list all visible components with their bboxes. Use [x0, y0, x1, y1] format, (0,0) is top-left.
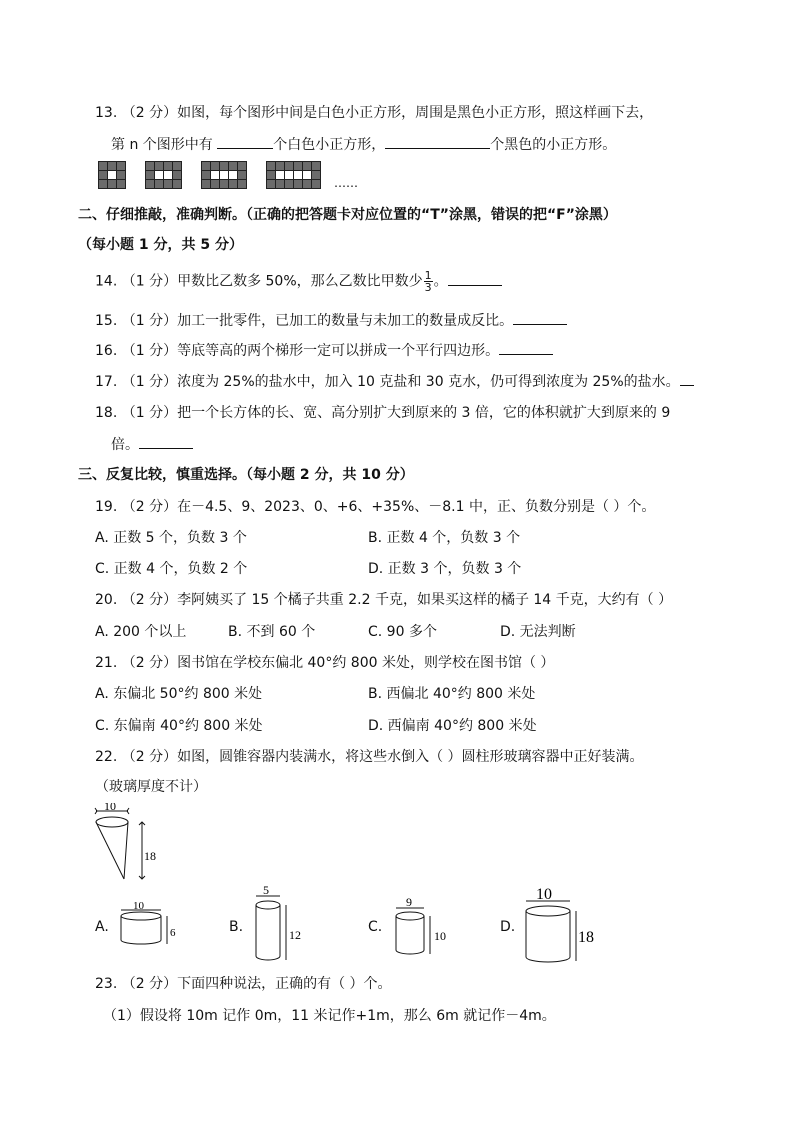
q21-option-a[interactable]: A. 东偏北 50°约 800 米处 [95, 686, 263, 702]
black-square [108, 162, 116, 170]
q20-option-b[interactable]: B. 不到 60 个 [228, 624, 316, 640]
white-square [303, 171, 311, 179]
q18-line1: 18. （1 分）把一个长方体的长、宽、高分别扩大到原来的 3 倍，它的体积就扩大到原来的 9 [95, 405, 671, 421]
cone-diameter-label: 10 [104, 803, 116, 813]
pattern-ellipsis: …… [334, 176, 358, 190]
q19-option-b[interactable]: B. 正数 4 个，负数 3 个 [368, 530, 521, 546]
square-pattern-figures [98, 161, 358, 189]
black-square [211, 162, 219, 170]
q13-text-c: 个黑色的小正方形。 [490, 137, 617, 153]
cone-side-left [96, 822, 124, 879]
black-square [99, 171, 107, 179]
black-square [173, 180, 181, 188]
cone-top-ellipse [96, 817, 128, 827]
cylinder-diameter-label: 9 [406, 896, 412, 909]
cylinder-top-ellipse [121, 912, 161, 920]
cone-height-label: 18 [144, 849, 156, 863]
cylinder-diameter-label: 10 [536, 886, 552, 903]
black-square [220, 180, 228, 188]
answer-blank[interactable] [499, 340, 553, 355]
q13-line1: 13. （2 分）如图，每个图形中间是白色小正方形，周围是黑色小正方形，照这样画下去， [95, 105, 654, 121]
answer-blank[interactable] [448, 271, 502, 286]
q20-option-c[interactable]: C. 90 多个 [368, 624, 437, 640]
white-square [220, 171, 228, 179]
black-square [146, 180, 154, 188]
black-square [267, 162, 275, 170]
white-square [155, 171, 163, 179]
black-square [238, 162, 246, 170]
q23-item-1: （1）假设将 10m 记作 0m，11 米记作+1m，那么 6m 就记作－4m。 [103, 1008, 556, 1024]
black-square [294, 162, 302, 170]
cylinder-option-c[interactable] [390, 896, 454, 962]
q16 [95, 340, 553, 361]
q14 [95, 270, 502, 293]
black-square [146, 162, 154, 170]
q13-line2 [111, 134, 616, 155]
q20-option-d[interactable]: D. 无法判断 [500, 624, 576, 640]
cylinder-diameter-label: 10 [133, 900, 144, 912]
black-square [146, 171, 154, 179]
cylinder-bottom [526, 957, 570, 962]
q14-text: 14. （1 分）甲数比乙数多 50%，那么乙数比甲数少 [95, 273, 423, 290]
cylinder-bottom [121, 940, 161, 944]
section2-subheading: （每小题 1 分，共 5 分） [78, 237, 243, 253]
black-square [202, 171, 210, 179]
answer-blank[interactable] [680, 371, 694, 386]
white-square [108, 171, 116, 179]
white-square [285, 171, 293, 179]
q17-text: 17. （1 分）浓度为 25%的盐水中，加入 10 克盐和 30 克水，仍可得到浓度为 25%的盐水。 [95, 374, 680, 390]
black-square [267, 171, 275, 179]
fraction-one-third [424, 270, 433, 293]
black-square [99, 162, 107, 170]
black-square [155, 180, 163, 188]
white-square [229, 171, 237, 179]
q20-option-a[interactable]: A. 200 个以上 [95, 624, 187, 640]
section2-heading: 二、仔细推敲，准确判断。（正确的把答题卡对应位置的“T”涂黑，错误的把“F”涂黑） [78, 207, 617, 223]
black-square [294, 180, 302, 188]
cylinder-height-label: 6 [170, 927, 176, 939]
answer-blank[interactable] [217, 134, 273, 149]
cylinder-height-label: 10 [434, 929, 446, 943]
q21-option-b[interactable]: B. 西偏北 40°约 800 米处 [368, 686, 536, 702]
cylinder-height-label: 18 [578, 929, 594, 946]
q22-option-b-label[interactable]: B. [229, 919, 244, 935]
black-square [117, 180, 125, 188]
q19-option-d[interactable]: D. 正数 3 个，负数 3 个 [368, 561, 522, 577]
black-square [202, 180, 210, 188]
black-square [285, 180, 293, 188]
q21-option-d[interactable]: D. 西偏南 40°约 800 米处 [368, 718, 537, 734]
black-square [312, 180, 320, 188]
fraction-numerator: 1 [424, 269, 432, 282]
black-square [117, 171, 125, 179]
cylinder-top-ellipse [256, 901, 280, 909]
pattern-figure-4 [266, 161, 321, 189]
black-square [229, 180, 237, 188]
black-square [276, 180, 284, 188]
black-square [108, 180, 116, 188]
q14-end: 。 [433, 273, 448, 290]
black-square [164, 180, 172, 188]
cone-figure [92, 803, 164, 885]
white-square [276, 171, 284, 179]
q15-text: 15. （1 分）加工一批零件，已加工的数量与未加工的数量成反比。 [95, 313, 514, 329]
q18-line2 [111, 434, 193, 455]
cylinder-bottom [396, 950, 424, 954]
cylinder-diameter-label: 5 [263, 884, 269, 897]
black-square [267, 180, 275, 188]
black-square [202, 162, 210, 170]
white-square [164, 171, 172, 179]
q22-option-a-label[interactable]: A. [95, 919, 109, 935]
q13-text-a: 第 n 个图形中有 [111, 137, 218, 153]
q15 [95, 310, 567, 331]
black-square [211, 180, 219, 188]
cylinder-top-ellipse [526, 906, 570, 916]
q22-note: （玻璃厚度不计） [95, 779, 207, 795]
black-square [173, 162, 181, 170]
section3-heading: 三、反复比较，慎重选择。（每小题 2 分，共 10 分） [78, 467, 414, 483]
fraction-denominator: 3 [424, 281, 432, 294]
q20-stem: 20. （2 分）李阿姨买了 15 个橘子共重 2.2 千克，如果买这样的橘子 14 千克，大约有（ ） [95, 592, 673, 608]
cylinder-height-label: 12 [289, 928, 301, 942]
answer-blank[interactable] [513, 310, 567, 325]
q22-stem: 22. （2 分）如图，圆锥容器内装满水，将这些水倒入（ ）圆柱形玻璃容器中正好装满。 [95, 749, 644, 765]
q18-text: 倍。 [111, 437, 139, 453]
q19-option-c[interactable]: C. 正数 4 个，负数 2 个 [95, 561, 248, 577]
black-square [285, 162, 293, 170]
black-square [303, 180, 311, 188]
pattern-figure-2 [145, 161, 182, 189]
black-square [164, 162, 172, 170]
white-square [294, 171, 302, 179]
white-square [211, 171, 219, 179]
cylinder-option-d[interactable] [522, 885, 596, 967]
cylinder-bottom [256, 956, 280, 960]
black-square [155, 162, 163, 170]
black-square [220, 162, 228, 170]
black-square [238, 171, 246, 179]
answer-blank[interactable] [139, 434, 193, 449]
black-square [99, 180, 107, 188]
q16-text: 16. （1 分）等底等高的两个梯形一定可以拼成一个平行四边形。 [95, 343, 500, 359]
cylinder-option-b[interactable] [250, 884, 310, 968]
black-square [276, 162, 284, 170]
q23-stem: 23. （2 分）下面四种说法，正确的有（ ）个。 [95, 976, 392, 992]
q13-text-b: 个白色小正方形， [273, 137, 386, 153]
black-square [173, 171, 181, 179]
q17 [95, 371, 694, 392]
black-square [312, 162, 320, 170]
q19-stem: 19. （2 分）在－4.5、9、2023、0、+6、+35%、－8.1 中，正、负数分别是（ ）个。 [95, 499, 656, 515]
q22-option-d-label[interactable]: D. [500, 919, 516, 935]
q21-option-c[interactable]: C. 东偏南 40°约 800 米处 [95, 718, 263, 734]
cylinder-top-ellipse [396, 912, 424, 920]
black-square [229, 162, 237, 170]
pattern-figure-3 [201, 161, 247, 189]
black-square [117, 162, 125, 170]
q21-stem: 21. （2 分）图书馆在学校东偏北 40°约 800 米处，则学校在图书馆（ ） [95, 655, 555, 671]
black-square [238, 180, 246, 188]
cylinder-option-a[interactable] [117, 900, 183, 950]
q22-option-c-label[interactable]: C. [368, 919, 383, 935]
black-square [303, 162, 311, 170]
black-square [312, 171, 320, 179]
answer-blank[interactable] [385, 134, 490, 149]
pattern-figure-1 [98, 161, 126, 189]
q19-option-a[interactable]: A. 正数 5 个，负数 3 个 [95, 530, 247, 546]
cone-side-right [124, 822, 128, 879]
